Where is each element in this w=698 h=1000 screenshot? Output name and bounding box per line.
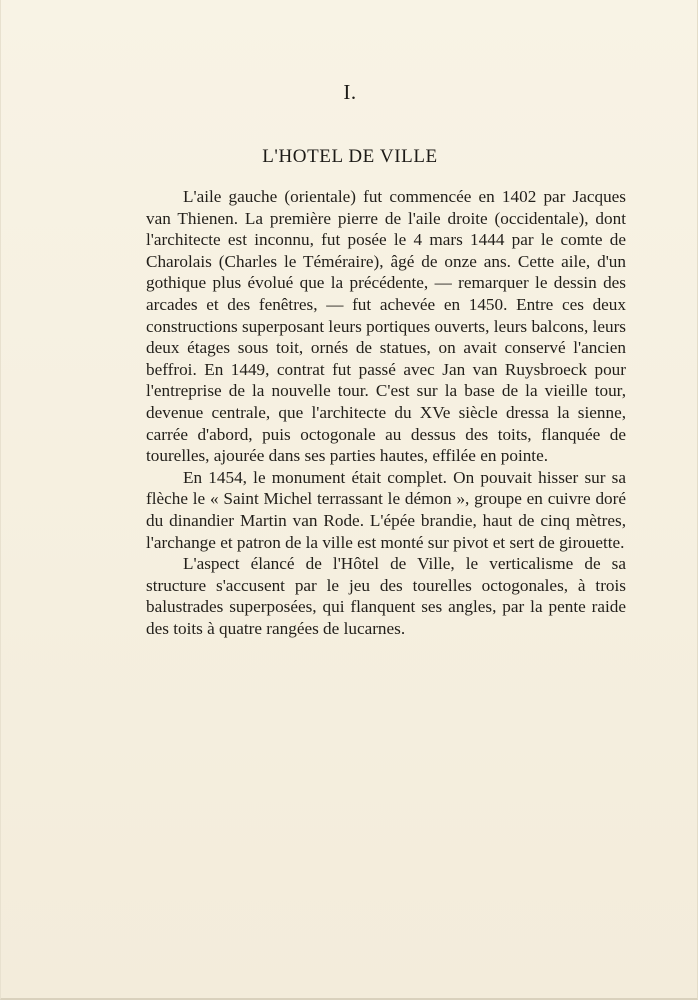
chapter-number: I.	[343, 80, 357, 104]
chapter-title: L'HOTEL DE VILLE	[262, 146, 438, 167]
body-text	[146, 186, 626, 639]
paragraph-1: L'aile gauche (orientale) fut commencée en 1402 par Jacques van Thienen. La première pierre de l'aile droite (occidentale), dont l'architecte est inconnu, fut posée le 4 mars 1444 par le comte de Charolais (Charles le Téméraire), âgé de onze ans. Cette aile, d'un gothique plus évolué que la précédente, — remarquer le dessin des arcades et des fenêtres, — fut achevée en 1450. Entre ces deux constructions superposant leurs portiques ouverts, leurs balcons, leurs deux étages sous toit, ornés de statues, on avait conservé l'ancien beffroi. En 1449, contrat fut passé avec Jan van Ruysbroeck pour l'entreprise de la nouvelle tour. C'est sur la base de la vieille tour, devenue centrale, que l'architecte du XVe siècle dressa la sienne, carrée d'abord, puis octogonale au dessus des toits, flanquée de tourelles, ajourée dans ses parties hautes, effilée en pointe.	[146, 187, 626, 466]
paragraph-3: L'aspect élancé de l'Hôtel de Ville, le verticalisme de sa structure s'accusent par le jeu des tourelles octogonales, à trois balustrades superposées, qui flanquent ses angles, par la pente raide des toits à quatre rangées de lucarnes.	[146, 554, 626, 638]
paragraph-2: En 1454, le monument était complet. On pouvait hisser sur sa flèche le « Saint Michel terrassant le démon », groupe en cuivre doré du dinandier Martin van Rode. L'épée brandie, haut de cinq mètres, l'archange et patron de la ville est monté sur pivot et sert de girouette.	[146, 467, 626, 552]
